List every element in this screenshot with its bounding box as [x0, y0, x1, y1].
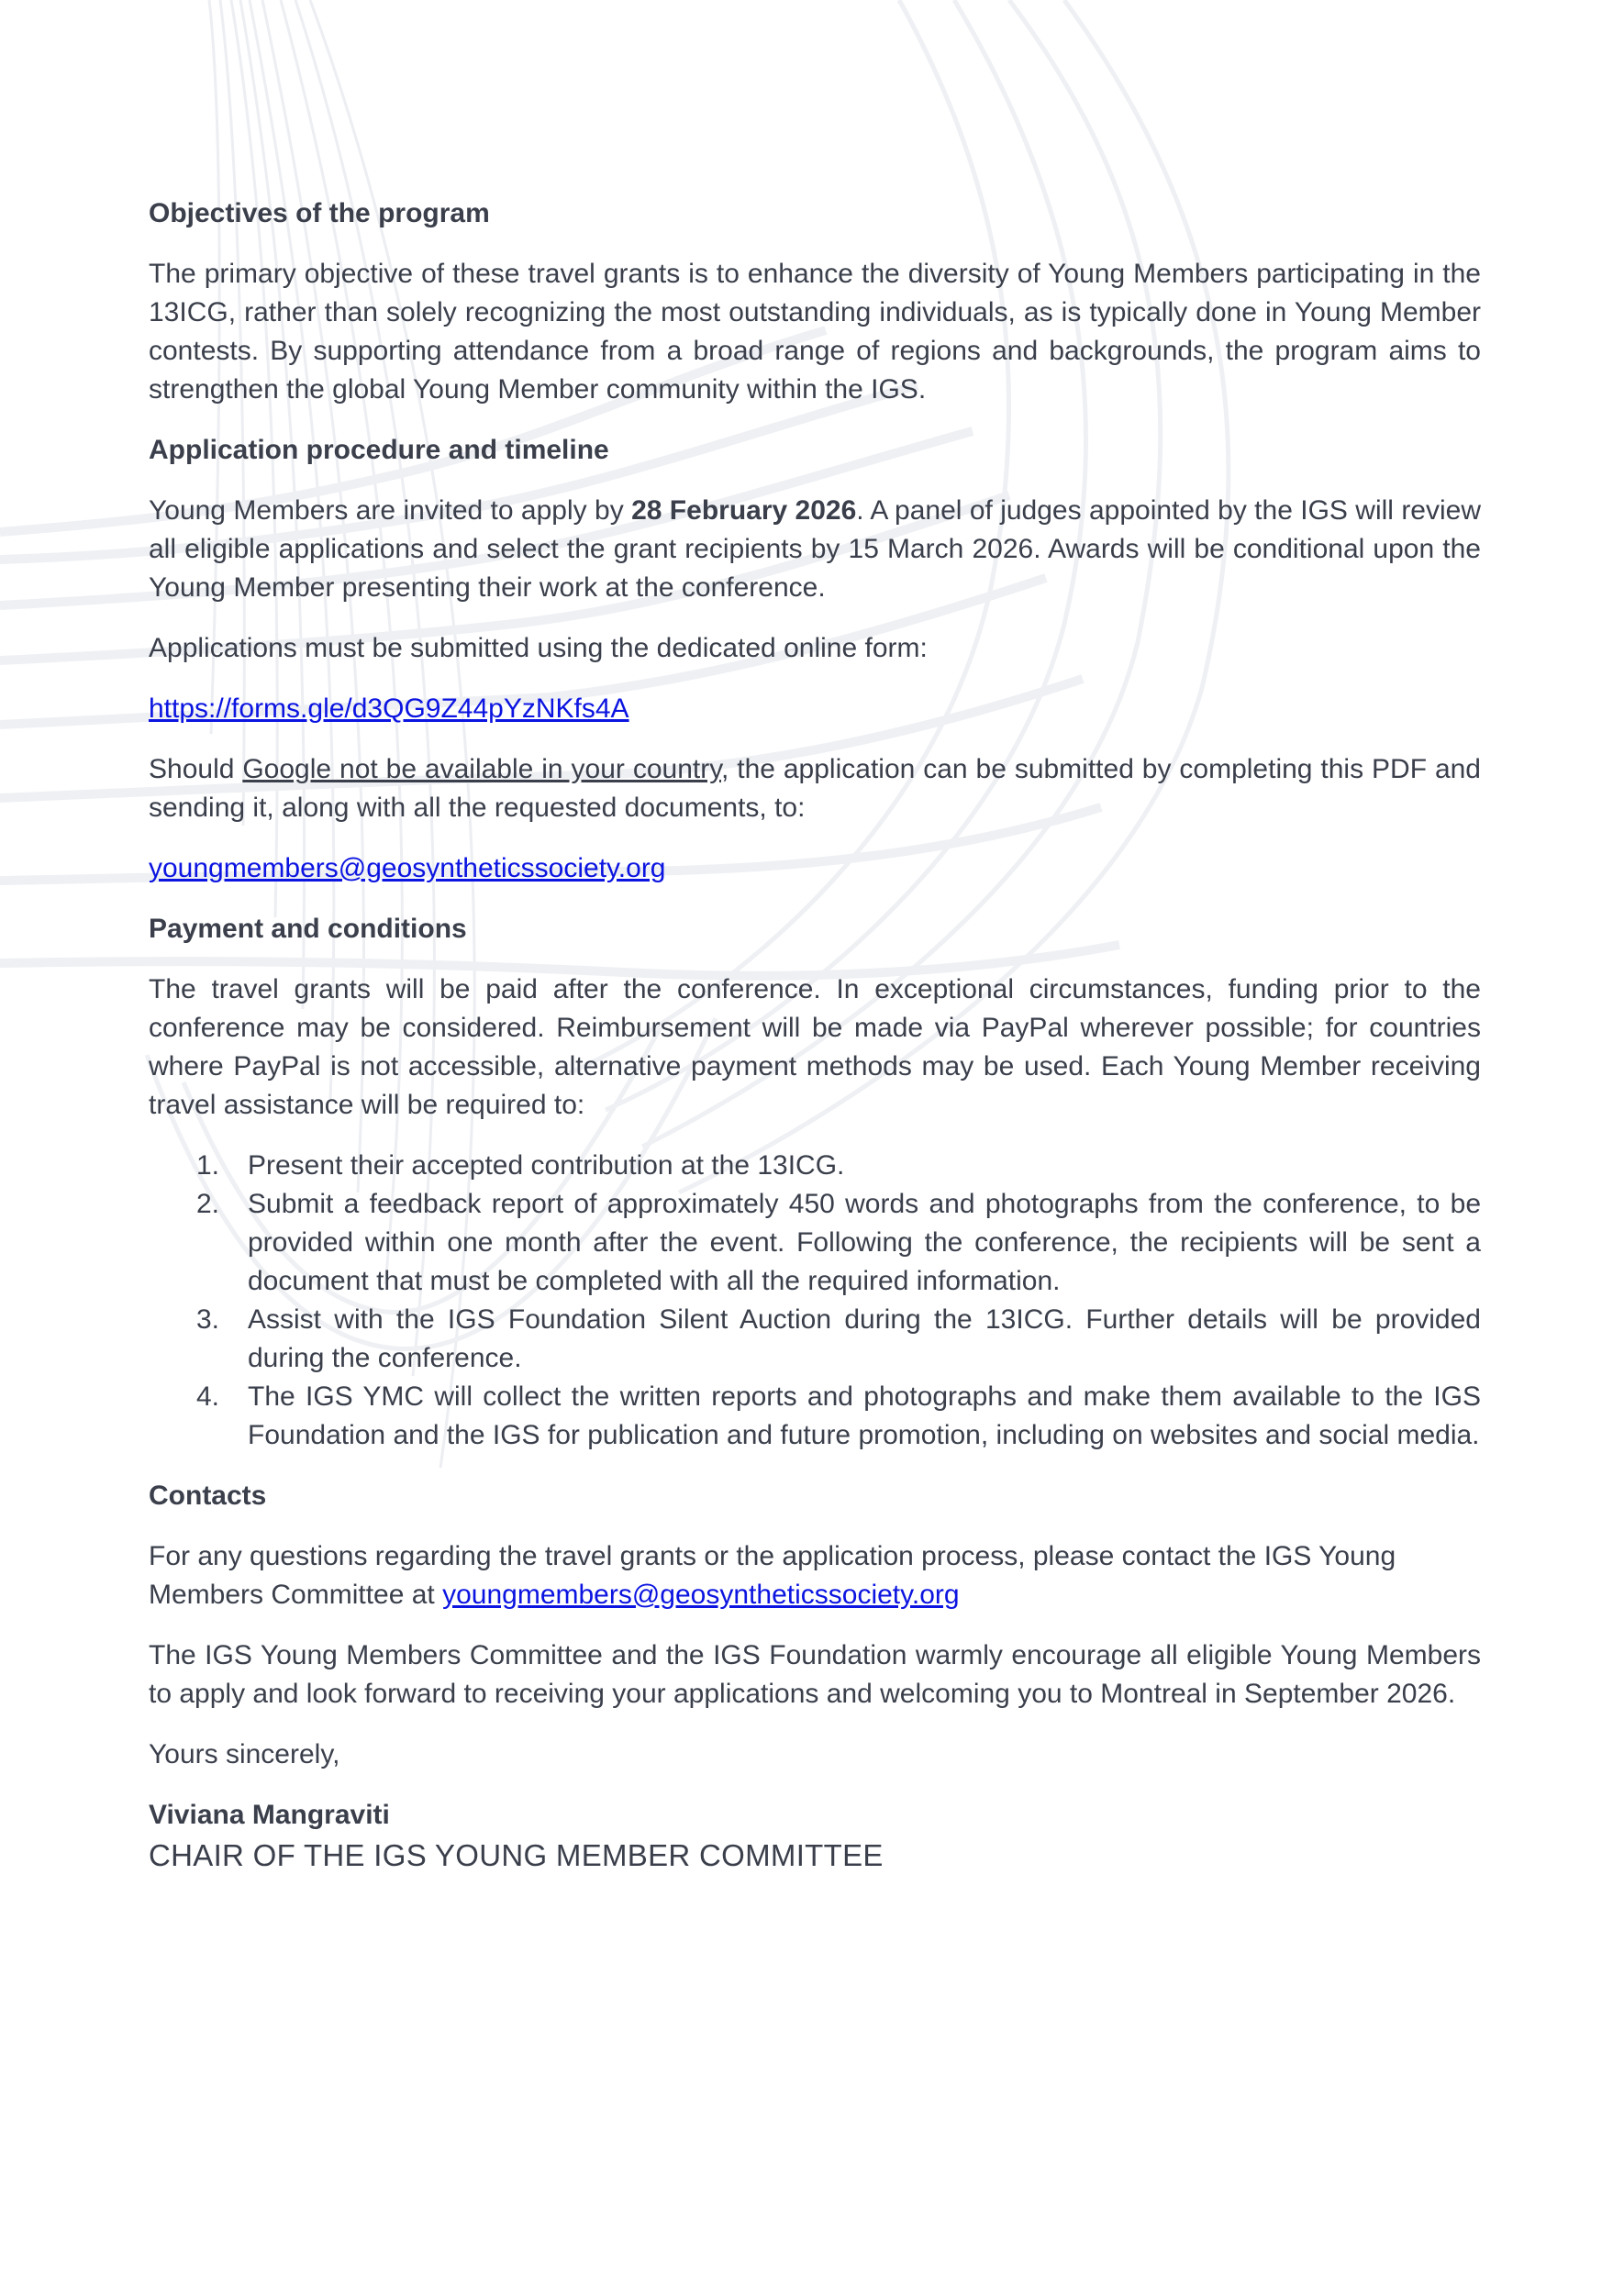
signatory-title: CHAIR OF THE IGS YOUNG MEMBER COMMITTEE: [149, 1838, 884, 1872]
online-form-intro: Applications must be submitted using the dedicated online form:: [149, 633, 928, 663]
condition-item: [149, 1147, 1481, 1185]
condition-item: [149, 1378, 1481, 1455]
heading-application: Application procedure and timeline: [149, 435, 609, 465]
contacts-text: For any questions regarding the travel grants or the application process, please contact the IGS Young Members Committee at: [149, 1541, 1396, 1610]
section-application: [149, 431, 1481, 888]
heading-objectives: Objectives of the program: [149, 198, 490, 228]
section-objectives: [149, 194, 1481, 409]
google-unavailable-link[interactable]: Google not be available in your country: [242, 754, 721, 784]
alt-text-before: Should: [149, 754, 243, 784]
section-payment: [149, 910, 1481, 1455]
heading-contacts: Contacts: [149, 1481, 267, 1511]
signatory-name: Viviana Mangraviti: [149, 1800, 390, 1830]
contacts-paragraph: [149, 1537, 1481, 1614]
closing-salutation: Yours sincerely,: [149, 1739, 340, 1769]
condition-text: Present their accepted contribution at the 13ICG.: [248, 1150, 845, 1181]
form-link-paragraph: [149, 690, 1481, 728]
condition-number: 2.: [196, 1189, 220, 1219]
google-alternative-paragraph: [149, 750, 1481, 827]
condition-number: 1.: [196, 1150, 220, 1181]
form-link[interactable]: https://forms.gle/d3QG9Z44pYzNKfs4A: [149, 693, 629, 724]
condition-item: [149, 1301, 1481, 1378]
condition-number: 4.: [196, 1381, 220, 1412]
condition-number: 3.: [196, 1304, 220, 1335]
conditions-list: [149, 1147, 1481, 1455]
condition-text: The IGS YMC will collect the written reports and photographs and make them available to the IGS Foundation and the IGS for publication and future promotion, including on websites and social media.: [248, 1381, 1481, 1450]
alt-text-after: , the application can be submitted by completing this PDF and sending it, along with all the requested documents, to:: [149, 754, 1481, 823]
email-link-contacts[interactable]: youngmembers@geosyntheticssociety.org: [442, 1580, 960, 1610]
application-deadline-paragraph: [149, 492, 1481, 607]
condition-item: [149, 1185, 1481, 1301]
document-page: [149, 194, 1481, 1877]
signature-block: [149, 1796, 1481, 1877]
deadline-text-after: . A panel of judges appointed by the IGS will review all eligible applications and select the grant recipients by 15 March 2026. Awards will be conditional upon the Young Member presenting their work at the conference.: [149, 495, 1482, 603]
heading-payment: Payment and conditions: [149, 914, 467, 944]
email-link-paragraph: [149, 849, 1481, 888]
payment-paragraph: The travel grants will be paid after the conference. In exceptional circumstances, funding prior to the conference may be considered. Reimbursement will be made via PayPal wherever possible; for countries where PayPal is not accessible, alternative payment methods may be used. Each Young Member receiving travel assistance will be required to:: [149, 974, 1481, 1120]
condition-text: Assist with the IGS Foundation Silent Auction during the 13ICG. Further details will be provided during the conference.: [248, 1304, 1481, 1373]
encouragement-paragraph: The IGS Young Members Committee and the IGS Foundation warmly encourage all eligible Young Members to apply and look forward to receiving your applications and welcoming you to Montreal in September 2026.: [149, 1640, 1481, 1709]
condition-text: Submit a feedback report of approximately 450 words and photographs from the conference, to be provided within one month after the event. Following the conference, the recipients will be sent a document that must be completed with all the required information.: [248, 1189, 1481, 1296]
section-contacts: [149, 1477, 1481, 1774]
deadline-date: 28 February 2026: [631, 495, 857, 526]
email-link-application[interactable]: youngmembers@geosyntheticssociety.org: [149, 853, 666, 883]
objectives-paragraph: The primary objective of these travel grants is to enhance the diversity of Young Members participating in the 13ICG, rather than solely recognizing the most outstanding individuals, as is typically done in Young Member contests. By supporting attendance from a broad range of regions and backgrounds, the program aims to strengthen the global Young Member community within the IGS.: [149, 259, 1481, 405]
deadline-text-before: Young Members are invited to apply by: [149, 495, 632, 526]
